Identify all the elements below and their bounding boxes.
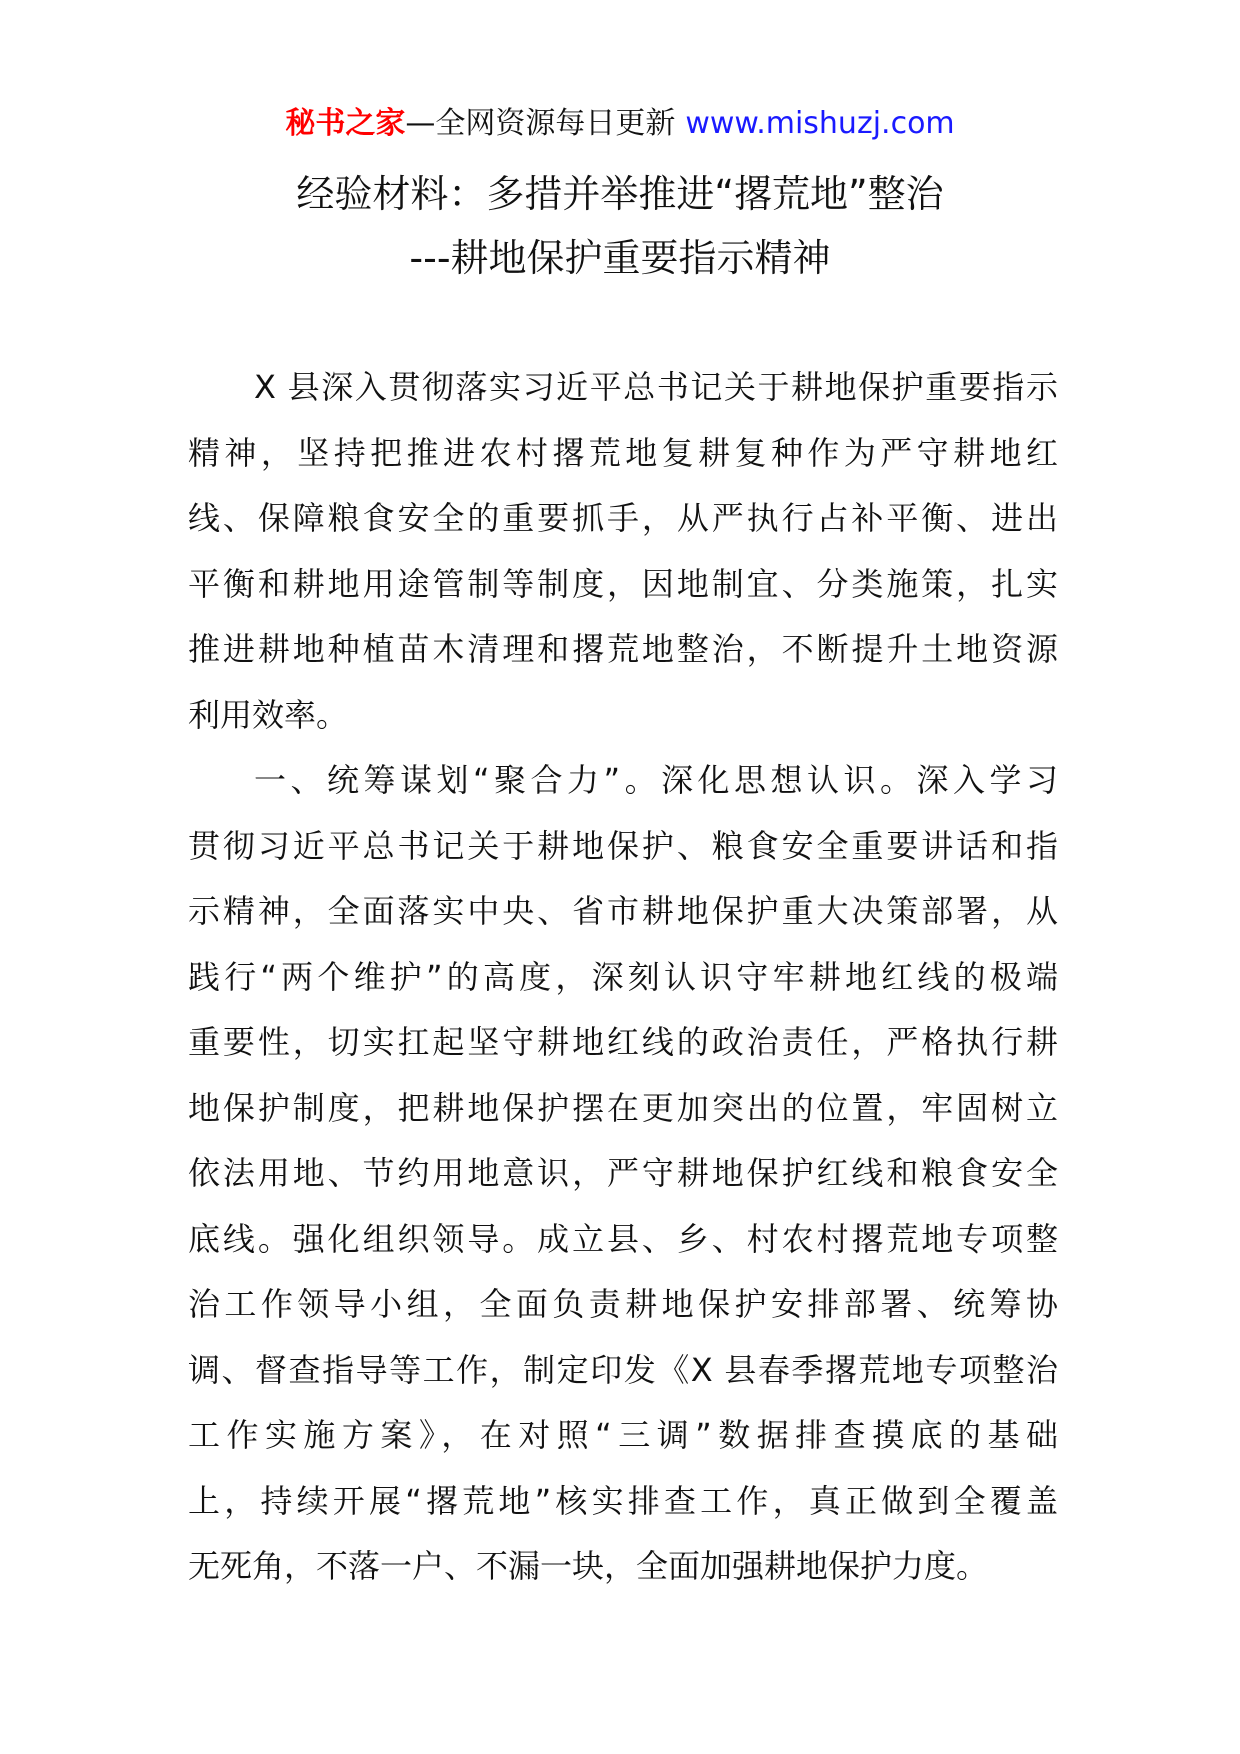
site-url-link[interactable]: www.mishuzj.com [685,106,955,141]
paragraph-1-line: 线、保障粮食安全的重要抓手，从严执行占补平衡、进出 [188,499,1058,537]
paragraph-1-line: X 县深入贯彻落实习近平总书记关于耕地保护重要指示 [254,368,1058,406]
paragraph-2-line: 示精神，全面落实中央、省市耕地保护重大决策部署，从 [188,892,1058,930]
document-body [188,355,1058,1600]
paragraph-1-line: 平衡和耕地用途管制等制度，因地制宜、分类施策，扎实 [188,564,1058,603]
paragraph-2-line: 依法用地、节约用地意识，严守耕地保护红线和粮食安全 [188,1154,1058,1192]
paragraph-2-line: 上，持续开展“撂荒地”核实排查工作，真正做到全覆盖 [188,1481,1058,1520]
paragraph-2-line: 工作实施方案》，在对照“三调”数据排查摸底的基础 [188,1416,1058,1454]
brand-name: 秘书之家 [285,106,406,141]
paragraph-2-line: 治工作领导小组，全面负责耕地保护安排部署、统筹协 [188,1285,1058,1323]
paragraph-2-line: 贯彻习近平总书记关于耕地保护、粮食安全重要讲话和指 [188,826,1058,865]
paragraph-2-line: 调、督查指导等工作，制定印发《X 县春季撂荒地专项整治 [188,1350,1058,1389]
document-title: 经验材料：多措并举推进“撂荒地”整治 [296,172,944,216]
paragraph-2-line: 重要性，切实扛起坚守耕地红线的政治责任，严格执行耕 [188,1023,1058,1061]
brand-slogan: —全网资源每日更新 [405,106,676,141]
paragraph-2-line: 一、统筹谋划“聚合力”。深化思想认识。深入学习 [254,761,1058,799]
paragraph-1-line: 利用效率。 [188,695,349,734]
paragraph-2-line: 无死角，不落一户、不漏一块，全面加强耕地保护力度。 [188,1547,989,1585]
paragraph-1-line: 推进耕地种植苗木清理和撂荒地整治，不断提升土地资源 [188,630,1058,668]
paragraph-2-line: 地保护制度，把耕地保护摆在更加突出的位置，牢固树立 [188,1088,1058,1127]
paragraph-2-line: 践行“两个维护”的高度，深刻认识守牢耕地红线的极端 [188,957,1058,996]
paragraph-2-line: 底线。强化组织领导。成立县、乡、村农村撂荒地专项整 [188,1219,1058,1258]
site-banner [0,100,1240,148]
document-subtitle: ---耕地保护重要指示精神 [409,236,831,280]
paragraph-1-line: 精神，坚持把推进农村撂荒地复耕复种作为严守耕地红 [188,433,1058,472]
